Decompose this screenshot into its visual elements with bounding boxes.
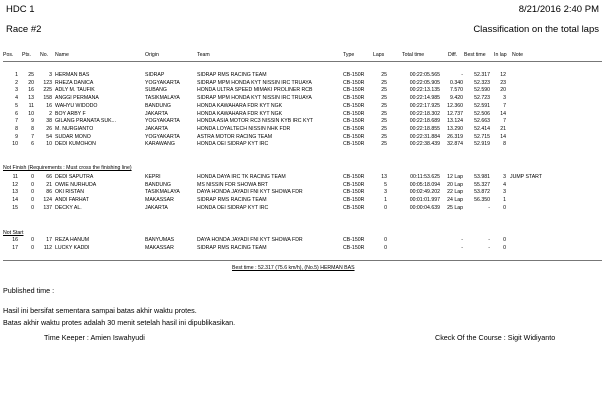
cell-diff: 12.737 bbox=[447, 110, 463, 117]
cell-best: 55.327 bbox=[474, 181, 490, 188]
cell-type: CB-150R bbox=[343, 125, 365, 132]
col-in-lap: In lap bbox=[494, 52, 507, 58]
cell-inlap: 1 bbox=[503, 197, 506, 204]
cell-laps: 0 bbox=[384, 204, 387, 211]
cell-diff: 12.360 bbox=[447, 102, 463, 109]
cell-no: 158 bbox=[43, 95, 52, 102]
cell-best: 52.919 bbox=[474, 141, 490, 148]
cell-origin: KEPRI bbox=[145, 174, 161, 180]
cell-pos: 16 bbox=[12, 237, 18, 243]
cell-laps: 5 bbox=[384, 181, 387, 188]
cell-total: 00:22:05.565 bbox=[409, 72, 440, 78]
cell-team: HONDA ULTRA SPEED MIMAKI PROLINER RCB bbox=[197, 87, 313, 94]
cell-name: ANGGI PERMANA bbox=[55, 95, 99, 102]
cell-pos: 7 bbox=[15, 118, 18, 125]
cell-total: 00:22:31.884 bbox=[409, 133, 440, 140]
cell-no: 26 bbox=[46, 125, 52, 132]
cell-total: 00:00:04.639 bbox=[409, 204, 440, 211]
cell-no: 86 bbox=[46, 189, 52, 196]
cell-pts: 0 bbox=[31, 189, 34, 196]
col-total-time: Total time bbox=[402, 52, 425, 58]
not-start-title: Not Start bbox=[3, 230, 24, 236]
cell-inlap: 0 bbox=[503, 204, 506, 211]
cell-pos: 13 bbox=[12, 189, 18, 196]
cell-name: OWIE NURHUDA bbox=[55, 181, 97, 188]
cell-origin: BANYUMAS bbox=[145, 237, 175, 243]
cell-total: 00:22:18.855 bbox=[409, 125, 440, 132]
cell-laps: 1 bbox=[384, 197, 387, 204]
cell-type: CB-150R bbox=[343, 87, 365, 94]
cell-laps: 25 bbox=[381, 72, 387, 78]
cell-origin: JAKARTA bbox=[145, 125, 168, 132]
cell-note: JUMP START bbox=[510, 174, 542, 180]
cell-diff: 26.319 bbox=[447, 133, 463, 140]
cell-origin: BANDUNG bbox=[145, 181, 171, 188]
cell-name: OKI RISTAN bbox=[55, 189, 85, 196]
cell-type: CB-150R bbox=[343, 102, 365, 109]
cell-team: HONDA LOYALTECH NISSIN NHK FDR bbox=[197, 125, 291, 132]
cell-pos: 11 bbox=[12, 174, 18, 180]
cell-pos: 10 bbox=[12, 141, 18, 148]
cell-laps: 25 bbox=[381, 118, 387, 125]
cell-team: HONDA KAWAHARA FDR KYT NGK bbox=[197, 102, 283, 109]
cell-diff: - bbox=[461, 72, 463, 78]
col-origin: Origin bbox=[145, 52, 159, 58]
cell-pts: 7 bbox=[31, 133, 34, 140]
cell-type: CB-150R bbox=[343, 181, 365, 188]
cell-inlap: 14 bbox=[500, 133, 506, 140]
cell-origin: JAKARTA bbox=[145, 204, 168, 211]
col-note: Note bbox=[512, 52, 523, 58]
cell-type: CB-150R bbox=[343, 189, 365, 196]
cell-team: HONDA KAWAHARA FDR KYT NGK bbox=[197, 110, 283, 117]
col-pos: Pos. bbox=[3, 52, 14, 58]
cell-name: ANDI FARHAT bbox=[55, 197, 89, 204]
cell-diff: 25 Lap bbox=[447, 204, 463, 211]
cell-team: HONDA DAYA IRC TK RACING TEAM bbox=[197, 174, 286, 180]
cell-pts: 9 bbox=[31, 118, 34, 125]
cell-pos: 14 bbox=[12, 197, 18, 204]
cell-origin: YOGYAKARTA bbox=[145, 79, 180, 86]
cell-diff: 24 Lap bbox=[447, 197, 463, 204]
cell-name: REZA HANUM bbox=[55, 237, 90, 243]
cell-no: 112 bbox=[43, 245, 52, 252]
table-bottom-divider bbox=[3, 260, 602, 261]
cell-team: HONDA OEI SIDRAP KYT IRC bbox=[197, 204, 269, 211]
cell-pos: 6 bbox=[15, 110, 18, 117]
cell-pos: 4 bbox=[15, 95, 18, 102]
cell-pos: 1 bbox=[15, 72, 18, 78]
cell-origin: YOGYAKARTA bbox=[145, 118, 180, 125]
cell-pts: 10 bbox=[28, 110, 34, 117]
cell-best: 53.981 bbox=[474, 174, 490, 180]
cell-diff: 9.420 bbox=[450, 95, 463, 102]
cell-laps: 0 bbox=[384, 245, 387, 252]
cell-inlap: 20 bbox=[500, 87, 506, 94]
cell-origin: MAKASSAR bbox=[145, 197, 174, 204]
cell-best: 52.506 bbox=[474, 110, 490, 117]
cell-inlap: 4 bbox=[503, 181, 506, 188]
cell-no: 137 bbox=[43, 204, 52, 211]
cell-pts: 6 bbox=[31, 141, 34, 148]
col-no: No. bbox=[40, 52, 49, 58]
cell-name: DEDI KUMOHON bbox=[55, 141, 96, 148]
cell-no: 54 bbox=[46, 133, 52, 140]
cell-type: CB-150R bbox=[343, 141, 365, 148]
cell-inlap: 21 bbox=[500, 125, 506, 132]
report-datetime: 8/21/2016 2:40 PM bbox=[518, 4, 599, 15]
cell-total: 00:22:38.439 bbox=[409, 141, 440, 148]
cell-best: - bbox=[488, 237, 490, 243]
cell-team: MS NISSIN FDR SHOWA BRT bbox=[197, 181, 268, 188]
cell-team: SIDRAP MPM HONDA KYT NISSIN IRC TRUAYA bbox=[197, 79, 312, 86]
provisional-note: Hasil ini bersifat sementara sampai batas akhir waktu protes. bbox=[3, 306, 197, 315]
cell-total: 00:11:53.625 bbox=[410, 174, 440, 180]
cell-team: SIDRAP MPM HONDA KYT NISSIN IRC TRUAYA bbox=[197, 95, 312, 102]
cell-laps: 25 bbox=[381, 141, 387, 148]
published-time: Published time : bbox=[3, 286, 55, 295]
cell-pts: 0 bbox=[31, 181, 34, 188]
time-keeper: Time Keeper : Amien Iswahyudi bbox=[44, 333, 145, 342]
cell-name: LUCKY KADDI bbox=[55, 245, 90, 252]
cell-no: 66 bbox=[46, 174, 52, 180]
cell-origin: SUBANG bbox=[145, 87, 167, 94]
cell-team: DAYA HONDA JAYADI FNI KYT SHOWA FDR bbox=[197, 189, 303, 196]
cell-team: HONDA ASIA MOTOR RC3 NISSIN KYB IRC KYT bbox=[197, 118, 314, 125]
cell-team: SIDRAP RMS RACING TEAM bbox=[197, 72, 267, 78]
cell-inlap: 14 bbox=[500, 110, 506, 117]
cell-best: 52.414 bbox=[474, 125, 490, 132]
cell-no: 124 bbox=[43, 197, 52, 204]
cell-inlap: 8 bbox=[503, 141, 506, 148]
cell-name: WAHYU WIDODO bbox=[55, 102, 98, 109]
cell-best: - bbox=[488, 204, 490, 211]
cell-pts: 8 bbox=[31, 125, 34, 132]
cell-total: 00:22:05.905 bbox=[409, 79, 440, 86]
col-pts: Pts. bbox=[22, 52, 31, 58]
best-time-summary: Best time : 52.317 (75.6 km/h), (No.5) HERMAN BAS bbox=[232, 265, 355, 271]
cell-pts: 13 bbox=[28, 95, 34, 102]
cell-total: 00:22:18.302 bbox=[409, 110, 440, 117]
cell-pts: 25 bbox=[28, 72, 34, 78]
cell-laps: 0 bbox=[384, 237, 387, 243]
cell-inlap: 12 bbox=[500, 72, 506, 78]
cell-type: CB-150R bbox=[343, 79, 365, 86]
cell-type: CB-150R bbox=[343, 110, 365, 117]
cell-pos: 17 bbox=[12, 245, 18, 252]
cell-diff: 22 Lap bbox=[447, 189, 463, 196]
cell-best: 52.591 bbox=[474, 102, 490, 109]
cell-origin: TASIKMALAYA bbox=[145, 95, 180, 102]
cell-origin: MAKASSAR bbox=[145, 245, 174, 252]
cell-type: CB-150R bbox=[343, 204, 365, 211]
cell-laps: 13 bbox=[381, 174, 387, 180]
cell-inlap: 23 bbox=[500, 79, 506, 86]
cell-laps: 25 bbox=[381, 79, 387, 86]
cell-type: CB-150R bbox=[343, 197, 365, 204]
cell-best: 56.350 bbox=[474, 197, 490, 204]
cell-type: CB-150R bbox=[343, 174, 365, 180]
cell-pos: 12 bbox=[12, 181, 18, 188]
cell-name: GILANG PRANATA SUK... bbox=[55, 118, 116, 125]
cell-pos: 9 bbox=[15, 133, 18, 140]
cell-origin: SIDRAP bbox=[145, 72, 165, 78]
cell-name: M. NURGIANTO bbox=[55, 125, 94, 132]
cell-pos: 15 bbox=[12, 204, 18, 211]
cell-pts: 0 bbox=[31, 204, 34, 211]
cell-total: 00:02:49.202 bbox=[409, 189, 440, 196]
cell-total: 00:01:01.997 bbox=[409, 197, 440, 204]
cell-inlap: 0 bbox=[503, 245, 506, 252]
cell-team: ASTRA MOTOR RACING TEAM bbox=[197, 133, 273, 140]
col-team: Team bbox=[197, 52, 210, 58]
cell-inlap: 3 bbox=[503, 95, 506, 102]
cell-total: 00:22:18.689 bbox=[409, 118, 440, 125]
cell-pos: 8 bbox=[15, 125, 18, 132]
cell-diff: 0.340 bbox=[450, 79, 463, 86]
cell-best: 52.723 bbox=[474, 95, 490, 102]
cell-pts: 0 bbox=[31, 245, 34, 252]
cell-origin: BANDUNG bbox=[145, 102, 171, 109]
cell-name: HERMAN BAS bbox=[55, 72, 90, 78]
cell-inlap: 3 bbox=[503, 174, 506, 180]
cell-laps: 25 bbox=[381, 102, 387, 109]
cell-laps: 25 bbox=[381, 87, 387, 94]
cell-type: CB-150R bbox=[343, 245, 365, 252]
cell-diff: 13.290 bbox=[447, 125, 463, 132]
cell-best: 52.317 bbox=[474, 72, 490, 78]
cell-type: CB-150R bbox=[343, 95, 365, 102]
cell-no: 38 bbox=[46, 118, 52, 125]
cell-type: CB-150R bbox=[343, 72, 365, 78]
col-diff: Diff. bbox=[448, 52, 458, 58]
cell-no: 225 bbox=[43, 87, 52, 94]
cell-best: - bbox=[488, 245, 490, 252]
cell-laps: 3 bbox=[384, 189, 387, 196]
cell-diff: 13.124 bbox=[447, 118, 463, 125]
cell-name: SUDAR MONO bbox=[55, 133, 91, 140]
cell-pos: 3 bbox=[15, 87, 18, 94]
cell-diff: 12 Lap bbox=[447, 174, 463, 180]
cell-laps: 25 bbox=[381, 133, 387, 140]
cell-type: CB-150R bbox=[343, 237, 365, 243]
cell-inlap: 7 bbox=[503, 102, 506, 109]
cell-name: ADLY M. TAUFIK bbox=[55, 87, 95, 94]
protest-deadline-note: Batas akhir waktu protes adalah 30 menit setelah hasil ini dipublikasikan. bbox=[3, 318, 236, 327]
cell-team: SIDRAP RMS RACING TEAM bbox=[197, 197, 267, 204]
cell-laps: 25 bbox=[381, 95, 387, 102]
cell-origin: TASIKMALAYA bbox=[145, 189, 180, 196]
cell-inlap: 0 bbox=[503, 237, 506, 243]
cell-best: 52.715 bbox=[474, 133, 490, 140]
cell-no: 21 bbox=[46, 181, 52, 188]
cell-origin: KARAWANG bbox=[145, 141, 175, 148]
col-type: Type bbox=[343, 52, 355, 58]
cell-no: 16 bbox=[46, 102, 52, 109]
cell-pts: 16 bbox=[28, 87, 34, 94]
cell-no: 10 bbox=[46, 141, 52, 148]
report-subtitle: Classification on the total laps bbox=[473, 24, 599, 35]
cell-laps: 25 bbox=[381, 110, 387, 117]
cell-best: 53.872 bbox=[474, 189, 490, 196]
col-name: Name bbox=[55, 52, 69, 58]
cell-best: 52.323 bbox=[474, 79, 490, 86]
cell-no: 2 bbox=[49, 110, 52, 117]
cell-name: DEDI SAPUTRA bbox=[55, 174, 94, 180]
race-title: Race #2 bbox=[6, 24, 42, 35]
cell-no: 17 bbox=[46, 237, 52, 243]
cell-total: 00:22:14.985 bbox=[409, 95, 440, 102]
cell-team: DAYA HONDA JAYADI FNI KYT SHOWA FDR bbox=[197, 237, 303, 243]
header-divider bbox=[3, 61, 602, 62]
col-best-time: Best time bbox=[464, 52, 486, 58]
cell-pos: 2 bbox=[15, 79, 18, 86]
cell-pos: 5 bbox=[15, 102, 18, 109]
cell-type: CB-150R bbox=[343, 133, 365, 140]
cell-no: 3 bbox=[49, 72, 52, 78]
clerk-of-course: Ckeck Of the Course : Sigit Widiyanto bbox=[435, 333, 556, 342]
cell-name: DECKY AL. bbox=[55, 204, 82, 211]
cell-best: 52.663 bbox=[474, 118, 490, 125]
cell-diff: 32.874 bbox=[447, 141, 463, 148]
cell-laps: 25 bbox=[381, 125, 387, 132]
cell-diff: 20 Lap bbox=[447, 181, 463, 188]
cell-type: CB-150R bbox=[343, 118, 365, 125]
cell-team: HONDA OEI SIDRAP KYT IRC bbox=[197, 141, 269, 148]
cell-pts: 0 bbox=[31, 197, 34, 204]
col-laps: Laps bbox=[373, 52, 385, 58]
cell-total: 00:05:18.094 bbox=[409, 181, 440, 188]
cell-total: 00:22:13.135 bbox=[409, 87, 440, 94]
event-title: HDC 1 bbox=[6, 4, 35, 15]
cell-pts: 0 bbox=[31, 174, 34, 180]
cell-diff: 7.570 bbox=[450, 87, 463, 94]
cell-team: SIDRAP RMS RACING TEAM bbox=[197, 245, 267, 252]
cell-pts: 11 bbox=[28, 102, 34, 109]
cell-inlap: 3 bbox=[503, 189, 506, 196]
cell-no: 123 bbox=[43, 79, 52, 86]
cell-pts: 0 bbox=[31, 237, 34, 243]
cell-name: RHEZA DANICA bbox=[55, 79, 94, 86]
cell-diff: - bbox=[461, 245, 463, 252]
cell-name: BOY ARBY F bbox=[55, 110, 86, 117]
cell-pts: 20 bbox=[28, 79, 34, 86]
cell-diff: - bbox=[461, 237, 463, 243]
cell-origin: YOGYAKARTA bbox=[145, 133, 180, 140]
cell-best: 52.590 bbox=[474, 87, 490, 94]
cell-origin: JAKARTA bbox=[145, 110, 168, 117]
not-finish-title: Not Finish (Requirements : Must cross the finishing line) bbox=[3, 165, 132, 171]
cell-inlap: 7 bbox=[503, 118, 506, 125]
cell-total: 00:22:17.925 bbox=[409, 102, 440, 109]
